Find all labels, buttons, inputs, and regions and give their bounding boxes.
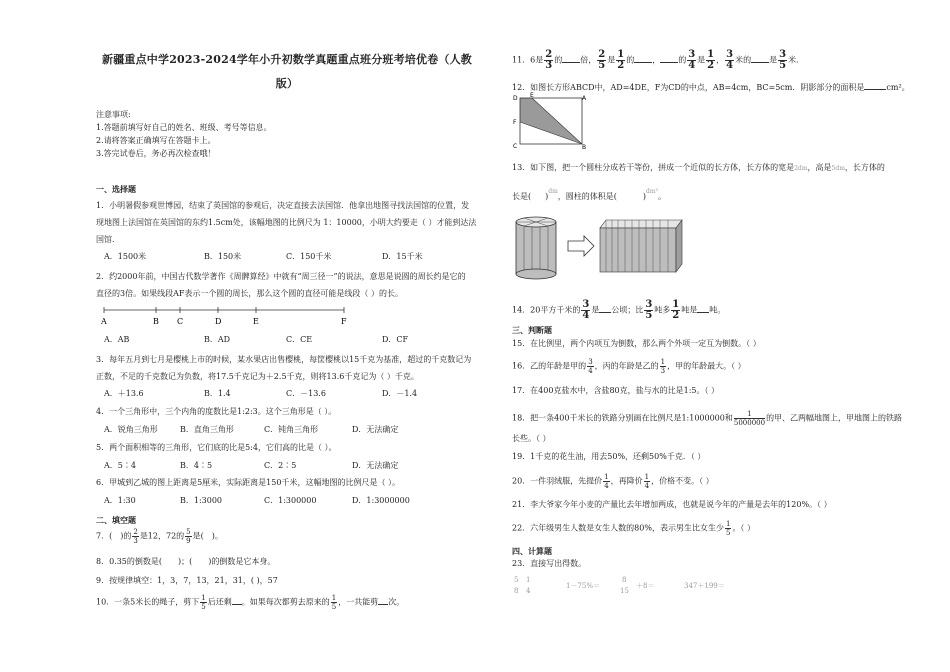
fraction-numerator: 3	[688, 49, 696, 60]
expr2: 1－75%＝	[566, 582, 601, 590]
fraction-numerator: 2	[133, 528, 138, 536]
right-arrow-icon	[568, 236, 594, 256]
q13-text: 13．如下图，把一个圆柱分成若干等份，拼成一个近似的长方体，长方体的宽是	[512, 163, 795, 172]
q11-blank[interactable]	[634, 54, 652, 63]
q6-options	[104, 496, 474, 507]
option-b[interactable]: B．AD	[204, 335, 231, 344]
point-a-label: A	[101, 317, 107, 326]
fraction-numerator: 3	[645, 299, 653, 310]
fraction-denominator: 4	[726, 60, 734, 71]
notes-item: 2.请将答案正确填写在答题卡上。	[96, 136, 216, 145]
option-c[interactable]: C．钝角三角形	[264, 425, 319, 434]
option-a[interactable]: A．锐角三角形	[104, 425, 158, 434]
q11-text: 倍，	[580, 55, 597, 65]
question-4: 4．一个三角形中，三个内角的度数比是1:2:3。这个三角形是（ ）。	[96, 407, 337, 416]
title-line-1: 新疆重点中学2023-2024学年小升初数学真题重点班分班考培优卷（人教	[102, 53, 472, 66]
fraction-denominator: 2	[672, 310, 680, 321]
q11-text: ，	[716, 55, 725, 65]
fraction-numerator: 3	[582, 299, 590, 310]
point-b-label: B	[153, 317, 159, 326]
q5-options	[104, 461, 474, 472]
fraction-denominator: 5	[645, 310, 653, 321]
option-a[interactable]: A．1:30	[104, 496, 136, 505]
label-d: D	[513, 95, 518, 102]
fraction-numerator: 5	[186, 528, 191, 536]
q11-text: 米.	[788, 55, 799, 65]
q2-line2: 直径的3倍。如果线段AF表示一个圆的周长，那么这个圆的直径可能是线段（ ）的长。	[96, 289, 403, 298]
cuboid-top	[600, 220, 682, 228]
segment-af-figure	[98, 306, 358, 328]
point-c-label: C	[177, 317, 184, 326]
section-calc: 四、计算题	[512, 546, 552, 556]
option-c[interactable]: C．150千米	[286, 252, 332, 261]
q13-text: )	[642, 192, 647, 201]
fraction-denominator: 2	[617, 60, 625, 71]
q7-blank-2[interactable]	[204, 531, 212, 539]
question-8: 8．0.35的倒数是( )；( )的倒数是它本身。	[96, 557, 276, 566]
arrow-shape	[568, 236, 594, 256]
section-choice: 一、选择题	[96, 184, 136, 194]
exam-title	[96, 48, 478, 96]
q10-text-c: 。如果每次都剪去原来的	[241, 597, 330, 607]
fraction-numerator: 1	[644, 473, 650, 481]
notes-item: 1.答题前填写好自己的姓名、班级、考号等信息。	[96, 123, 272, 132]
question-11	[512, 50, 799, 71]
q18-text: 18．把一条400千米长的铁路分别画在比例尺是1:1000000和	[512, 413, 733, 423]
q13-text: ，高是	[807, 163, 832, 172]
q10-text-a: 10．一条5米长的绳子，剪下	[96, 597, 200, 607]
label-c: C	[513, 143, 518, 150]
q14-text: 吨。	[709, 305, 726, 315]
q12-unit: cm²。	[886, 83, 910, 92]
expr3-c: ＋8＝	[636, 582, 655, 590]
question-13-line1	[512, 163, 885, 174]
q1-line2: 现地图上法国馆在英国馆的东约1.5cm处，该幅地图的比例尺为 1：10000，小明大约要走（ ）才能到达法	[96, 218, 477, 227]
question-7	[96, 528, 223, 545]
q14-text: 公顷；比	[611, 305, 644, 315]
q13-text: ，长方体的	[844, 163, 885, 172]
expr3-a: 8	[622, 576, 627, 584]
q2-options	[104, 335, 474, 346]
q11-blank[interactable]	[660, 54, 678, 63]
option-c[interactable]: C．2∶5	[264, 461, 297, 470]
option-a[interactable]: A．AB	[104, 335, 130, 344]
q11-text: 是	[697, 55, 706, 65]
q13-text: 。	[657, 192, 666, 201]
option-a[interactable]: A．5∶4	[104, 461, 136, 470]
fraction-numerator: 2	[545, 49, 553, 60]
option-c[interactable]: C．CE	[286, 335, 313, 344]
option-d[interactable]: D．－1.4	[382, 389, 418, 398]
fraction-denominator: 5	[779, 60, 787, 71]
option-d[interactable]: D．15千米	[382, 252, 423, 261]
fraction-numerator: 2	[598, 49, 606, 60]
q16-text: ，丙的年龄是乙的	[594, 361, 659, 371]
question-2	[96, 268, 480, 302]
fraction-numerator: 1	[707, 49, 715, 60]
q13-unit-volume: dm³	[646, 188, 658, 195]
section-judge: 三、判断题	[512, 325, 552, 335]
q16-text: 16．乙的年龄是甲的	[512, 361, 587, 371]
question-18-line2: 长些。（ ）	[512, 434, 551, 443]
question-6: 6．甲城到乙城的图上距离是5厘米，实际距离是150千米，这幅地图的比例尺是（ ）。	[96, 478, 400, 487]
q1-options	[104, 252, 474, 263]
fraction-numerator: 1	[604, 473, 609, 481]
question-15: 15．在比例里，两个内项互为倒数，那么两个外项一定互为倒数。（ ）	[512, 339, 761, 348]
q18-text: 的甲、乙两幅地图上，甲地图上的铁路	[766, 413, 903, 423]
expr3-b: 15	[620, 587, 629, 595]
label-a: A	[582, 95, 587, 102]
q20-text: ，再降价	[610, 476, 643, 486]
q14-text: 是	[591, 305, 600, 315]
option-a[interactable]: A．＋13.6	[104, 389, 144, 398]
q10-text-b: 后还剩	[207, 597, 232, 607]
q14-blank[interactable]	[697, 304, 709, 313]
option-c[interactable]: C．－13.6	[286, 389, 326, 398]
fraction-numerator: 1	[617, 49, 625, 60]
q14-text: 吨多	[654, 305, 671, 315]
question-10	[96, 594, 404, 611]
q13-text: ，圆柱的体积是(	[557, 192, 617, 201]
q13-unit-length: dm	[548, 188, 558, 195]
option-c[interactable]: C．1:300000	[264, 496, 317, 505]
label-f: F	[513, 119, 517, 126]
q3-options	[104, 389, 474, 400]
question-20	[512, 473, 714, 490]
q23-expressions	[514, 576, 774, 600]
q11-text: ，	[652, 55, 661, 65]
fraction-numerator: 3	[779, 49, 787, 60]
q11-blank[interactable]	[751, 54, 769, 63]
fraction-denominator: 5	[598, 60, 606, 71]
option-b[interactable]: B．150米	[204, 252, 242, 261]
fraction-numerator: 3	[726, 49, 734, 60]
fraction-denominator: 9	[186, 537, 191, 545]
label-b: B	[582, 144, 587, 150]
option-d[interactable]: D．无法确定	[352, 461, 399, 470]
fraction-numerator: 1	[734, 410, 765, 419]
fraction-numerator: 1	[331, 594, 337, 602]
expr1-b: 8	[514, 587, 519, 595]
q10-text-e: 次。	[388, 597, 405, 607]
cylinder-body	[516, 222, 556, 274]
q22-text: 22．六年级男生人数是女生人数的80%，表示男生比女生少	[512, 523, 724, 533]
notes-heading: 注意事项:	[96, 110, 131, 119]
q2-line1: 2．约2000年前，中国古代数学著作《周髀算经》中就有“周三径一”的说法，意思是说圆的周长约是它的	[96, 272, 466, 281]
cylinder-bottom	[516, 269, 556, 279]
shaded-region	[520, 98, 582, 144]
q10-text-d: ，一共能剪	[338, 597, 379, 607]
q10-blank-2[interactable]	[378, 596, 388, 605]
q12-text: 12．如图长方形ABCD中，AD=4DE，F为CD的中点，AB=4cm，BC=5cm．阴影部分的面积是	[512, 83, 865, 92]
fraction-numerator: 1	[201, 594, 206, 602]
question-23: 23．直接写出得数。	[512, 559, 587, 568]
q11-text: 是	[769, 55, 778, 65]
expr4: 347＋199＝	[684, 582, 725, 590]
q7-text-b: )的	[120, 531, 132, 541]
option-d[interactable]: D．CF	[382, 335, 409, 344]
question-16	[512, 358, 746, 375]
q11-text: 的	[626, 55, 635, 65]
option-d[interactable]: D．1:3000000	[352, 496, 410, 505]
q1-line1: 1．小明暑假参观世博园，结束了英国馆的参观后，决定直接去法国馆．他拿出地图寻找法国馆的位置，发	[96, 201, 470, 210]
point-f-label: F	[341, 317, 347, 326]
option-b[interactable]: B．直角三角形	[180, 425, 234, 434]
question-19: 19．1千克的花生油，用去50%，还剩50%千克．（ ）	[512, 452, 706, 461]
fraction-denominator: 3	[133, 537, 138, 545]
expr1-a: 5	[514, 576, 519, 584]
question-1	[96, 197, 480, 248]
q10-blank-1[interactable]	[232, 596, 242, 605]
fraction-numerator: 1	[725, 520, 731, 528]
q11-text: 的	[554, 55, 563, 65]
q13-unit-height: 5dm	[831, 165, 845, 172]
option-a[interactable]: A．1500米	[104, 252, 147, 261]
q13-text: )	[545, 192, 549, 201]
question-5: 5．两个面积相等的三角形，它们底的比是5:4，它们高的比是（ ）。	[96, 443, 337, 452]
q3-line2: 正数，不足的千克数记为负数，将17.5千克记为＋2.5千克，则将13.6千克记为（ ）千克。	[96, 372, 419, 381]
fraction-denominator: 4	[604, 482, 609, 490]
label-e: E	[530, 92, 534, 99]
cuboid-front	[600, 228, 676, 272]
fraction-denominator: 4	[588, 367, 593, 375]
notes-block	[96, 108, 478, 160]
option-b[interactable]: B．1.4	[204, 389, 231, 398]
q11-text: 是	[607, 55, 616, 65]
q13-unit-width: 2dm	[794, 165, 808, 172]
q20-text: ，价格不变。（ ）	[651, 476, 714, 486]
q22-text: 。（ ）	[732, 523, 755, 533]
notes-item: 3.答完试卷后，务必再次检查哦！	[96, 149, 216, 158]
question-17: 17．在400克盐水中，含盐80克，盐与水的比是1:5。（ ）	[512, 386, 720, 395]
point-d-label: D	[215, 317, 222, 326]
fraction-numerator: 1	[660, 358, 666, 366]
question-22	[512, 520, 755, 537]
q13-text: 长是(	[512, 192, 532, 201]
fraction-numerator: 1	[672, 299, 680, 310]
fraction-denominator: 2	[707, 60, 715, 71]
point-e-label: E	[253, 317, 259, 326]
title-line-2: 版）	[275, 77, 299, 91]
fraction-numerator: 3	[588, 358, 593, 366]
q7-text-c: 是12，72的	[139, 531, 185, 541]
q11-blank[interactable]	[562, 54, 580, 63]
fraction-denominator: 4	[644, 482, 650, 490]
cuboid	[600, 220, 682, 272]
q1-line3: 国馆.	[96, 235, 115, 244]
q11-text: 米的	[735, 55, 752, 65]
q7-text-a: 7．(	[96, 531, 113, 541]
q11-text: 11．6是	[512, 55, 544, 65]
q20-text: 20．一件羽绒服，先提价	[512, 476, 603, 486]
q3-line1: 3．每年五月到七月是樱桃上市的时候，某水果店出售樱桃，每筐樱桃以15千克为基准，超过的千克数记为	[96, 355, 472, 364]
fraction-denominator: 5	[331, 603, 337, 611]
q16-text: ，甲的年龄最大。（ ）	[667, 361, 746, 371]
option-b[interactable]: B．4∶5	[180, 461, 213, 470]
q12-blank[interactable]	[864, 81, 886, 90]
q14-blank[interactable]	[599, 304, 611, 313]
rectangle-abcd-figure	[512, 92, 588, 150]
fraction-denominator: 4	[582, 310, 590, 321]
option-b[interactable]: B．1:3000	[180, 496, 223, 505]
question-13-line2	[512, 188, 666, 203]
fraction-denominator: 4	[688, 60, 696, 71]
q14-text: 吨是	[681, 305, 698, 315]
cuboid-side	[676, 220, 682, 272]
q7-text-e: )。	[211, 531, 223, 541]
question-21: 21．李大爷家今年小麦的产量比去年增加两成，也就是说今年的产量是去年的120%。（ ）	[512, 500, 832, 509]
fraction-denominator: 5000000	[733, 419, 766, 427]
section-fill: 二、填空题	[96, 515, 136, 525]
q14-text: 14．20平方千米的	[512, 305, 581, 315]
cylinder-to-cuboid-figure	[512, 212, 692, 282]
expr1-d: 4	[526, 587, 531, 595]
fraction-denominator: 3	[660, 367, 666, 375]
q11-text: 的	[678, 55, 687, 65]
cylinder	[516, 217, 556, 279]
expr1-c: 1	[526, 576, 531, 584]
question-3	[96, 351, 480, 385]
fraction-denominator: 5	[725, 529, 731, 537]
fraction-denominator: 5	[201, 603, 206, 611]
fraction-denominator: 3	[545, 60, 553, 71]
question-18	[512, 410, 902, 427]
q4-options	[104, 425, 474, 436]
option-d[interactable]: D．无法确定	[352, 425, 399, 434]
question-14	[512, 300, 725, 321]
q7-text-d: 是(	[192, 531, 204, 541]
question-9: 9．按规律填空：1，3，7，13，21，31，( )，57	[96, 576, 278, 585]
